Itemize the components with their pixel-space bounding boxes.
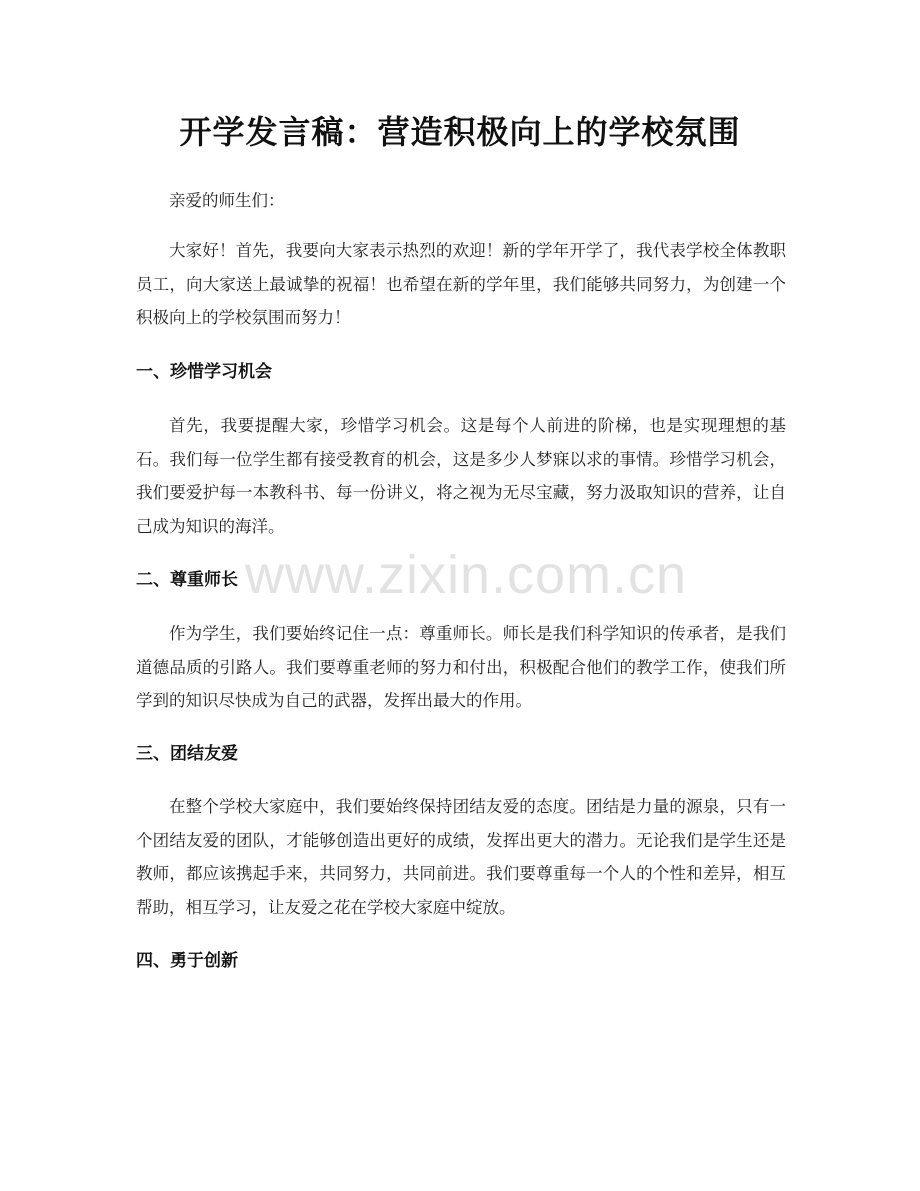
intro-paragraph: 大家好！首先，我要向大家表示热烈的欢迎！新的学年开学了，我代表学校全体教职员工，向大家送上最诚挚的祝福！也希望在新的学年里，我们能够共同努力，为创建一个积极向上的学校氛围而努力！	[136, 241, 786, 327]
watermark: www.zixin.com.cn	[244, 545, 688, 605]
greeting: 亲爱的师生们：	[169, 191, 285, 210]
section-heading-2: 二、尊重师长	[136, 570, 238, 590]
section-heading-1: 一、珍惜学习机会	[136, 362, 272, 382]
section-heading-4: 四、勇于创新	[136, 951, 238, 971]
section-heading-3: 三、团结友爱	[136, 744, 238, 764]
document-title: 开学发言稿：营造积极向上的学校氛围	[179, 113, 741, 151]
section-body-1: 首先，我要提醒大家，珍惜学习机会。这是每个人前进的阶梯，也是实现理想的基石。我们每一位学生都有接受教育的机会，这是多少人梦寐以求的事情。珍惜学习机会，我们要爱护每一本教科书、每一份讲义，将之视为无尽宝藏，努力汲取知识的营养，让自己成为知识的海洋。	[136, 416, 786, 536]
section-body-2: 作为学生，我们要始终记住一点：尊重师长。师长是我们科学知识的传承者，是我们道德品质的引路人。我们要尊重老师的努力和付出，积极配合他们的教学工作，使我们所学到的知识尽快成为自己的武器，发挥出最大的作用。	[136, 624, 786, 710]
section-body-3: 在整个学校大家庭中，我们要始终保持团结友爱的态度。团结是力量的源泉，只有一个团结友爱的团队，才能够创造出更好的成绩，发挥出更大的潜力。无论我们是学生还是教师，都应该携起手来，共同努力，共同前进。我们要尊重每一个人的个性和差异，相互帮助，相互学习，让友爱之花在学校大家庭中绽放。	[136, 797, 786, 917]
